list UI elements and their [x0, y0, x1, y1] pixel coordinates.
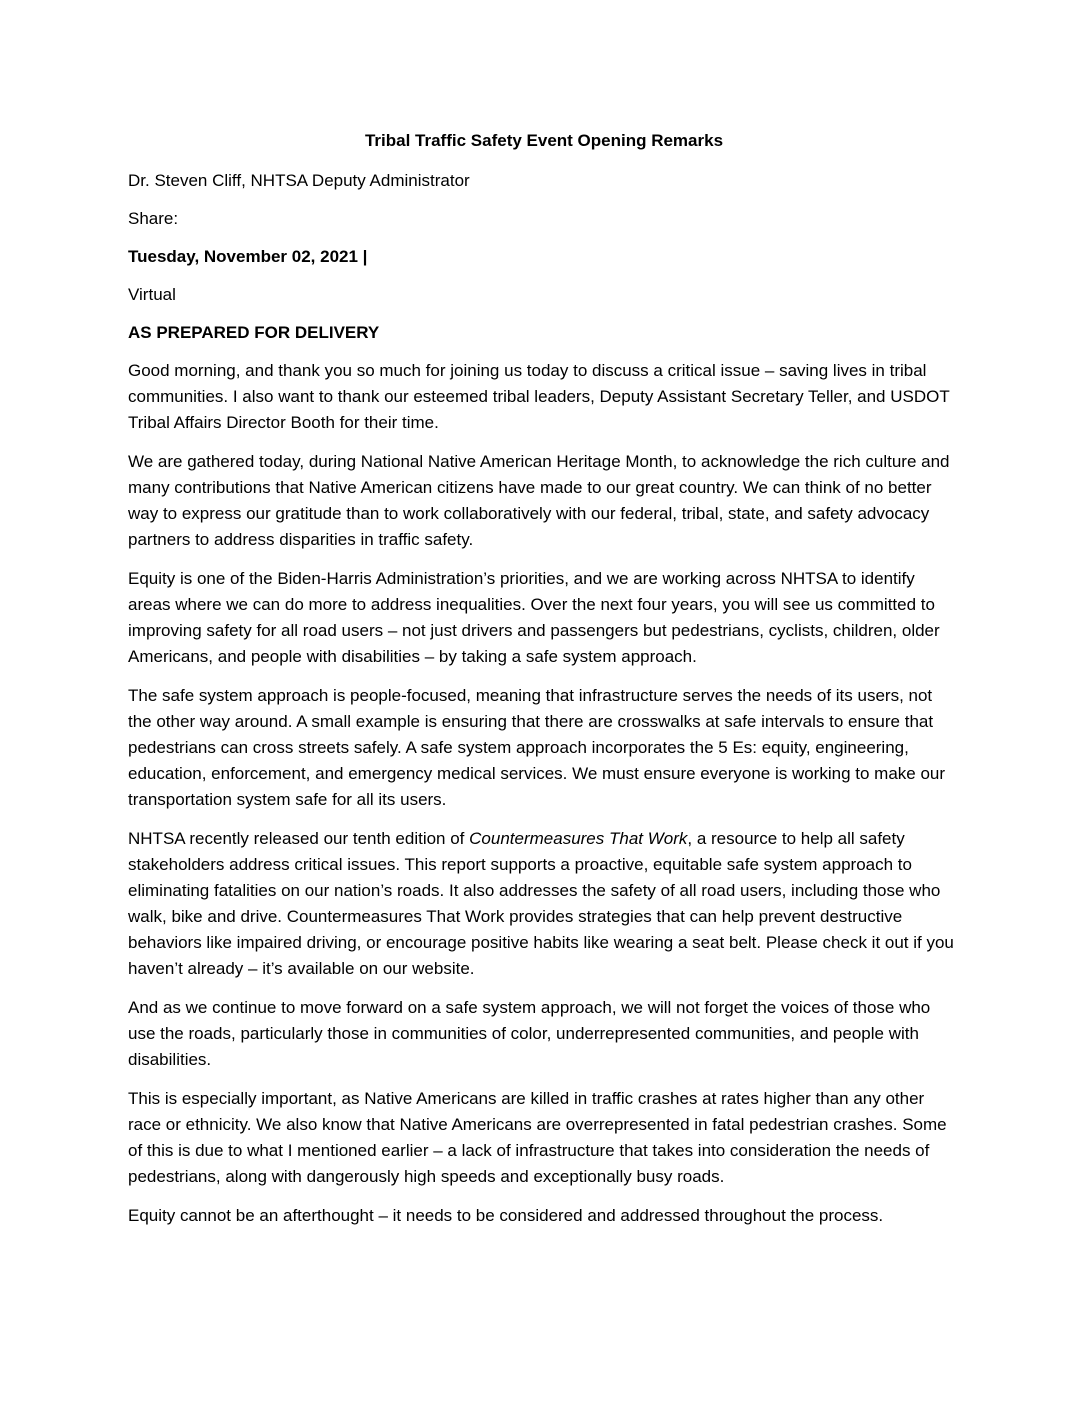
paragraph-5 — [128, 826, 960, 982]
paragraph-3: Equity is one of the Biden-Harris Administration’s priorities, and we are working across NHTSA to identify areas where we can do more to address inequalities. Over the next four years, you will see us committed to improving safety for all road users – not just drivers and passengers but pedestrians, cyclists, children, older Americans, and people with disabilities – by taking a safe system approach. — [128, 569, 940, 666]
paragraph-2: We are gathered today, during National Native American Heritage Month, to acknowledge the rich culture and many contributions that Native American citizens have made to our great country. We can think of no better way to express our gratitude than to work collaboratively with our federal, tribal, state, and safety advocacy partners to address disparities in traffic safety. — [128, 452, 950, 549]
document-title: Tribal Traffic Safety Event Opening Remarks — [364, 131, 724, 150]
paragraph-7: This is especially important, as Native Americans are killed in traffic crashes at rates higher than any other race or ethnicity. We also know that Native Americans are overrepresented in fatal pedestrian crashes. Some of this is due to what I mentioned earlier – a lack of infrastructure that takes into consideration the needs of pedestrians, along with dangerously high speeds and exceptionally busy roads. — [128, 1089, 947, 1186]
location-line: Virtual — [128, 285, 176, 304]
delivery-note: AS PREPARED FOR DELIVERY — [128, 323, 380, 342]
date-line: Tuesday, November 02, 2021 | — [128, 247, 368, 266]
share-label: Share: — [128, 209, 179, 228]
paragraph-5-rest: , a resource to help all safety stakeholders address critical issues. This report supports a proactive, equitable safe system approach to eliminating fatalities on our nation’s roads. It also addresses the safety of all road users, including those who walk, bike and drive. Countermeasures That Work provides strategies that can help prevent destructive behaviors like impaired driving, or encourage positive habits like wearing a seat belt. Please check it out if you haven’t already – it’s available on our website. — [128, 829, 954, 978]
paragraph-8: Equity cannot be an afterthought – it needs to be considered and addressed throughout the process. — [128, 1206, 884, 1225]
publication-title: Countermeasures That Work — [469, 829, 688, 848]
paragraph-4: The safe system approach is people-focused, meaning that infrastructure serves the needs of its users, not the other way around. A small example is ensuring that there are crosswalks at safe intervals to ensure that pedestrians can cross streets safely. A safe system approach incorporates the 5 Es: equity, engineering, education, enforcement, and emergency medical services. We must ensure everyone is working to make our transportation system safe for all its users. — [128, 686, 946, 809]
paragraph-6: And as we continue to move forward on a safe system approach, we will not forget the voices of those who use the roads, particularly those in communities of color, underrepresented communities, and people with disabilities. — [128, 998, 931, 1069]
paragraph-5-lead: NHTSA recently released our tenth edition of — [128, 829, 470, 848]
document-body — [128, 128, 960, 1242]
author-line: Dr. Steven Cliff, NHTSA Deputy Administrator — [128, 171, 470, 190]
paragraph-1: Good morning, and thank you so much for joining us today to discuss a critical issue – saving lives in tribal communities. I also want to thank our esteemed tribal leaders, Deputy Assistant Secretary Teller, and USDOT Tribal Affairs Director Booth for their time. — [128, 361, 950, 432]
